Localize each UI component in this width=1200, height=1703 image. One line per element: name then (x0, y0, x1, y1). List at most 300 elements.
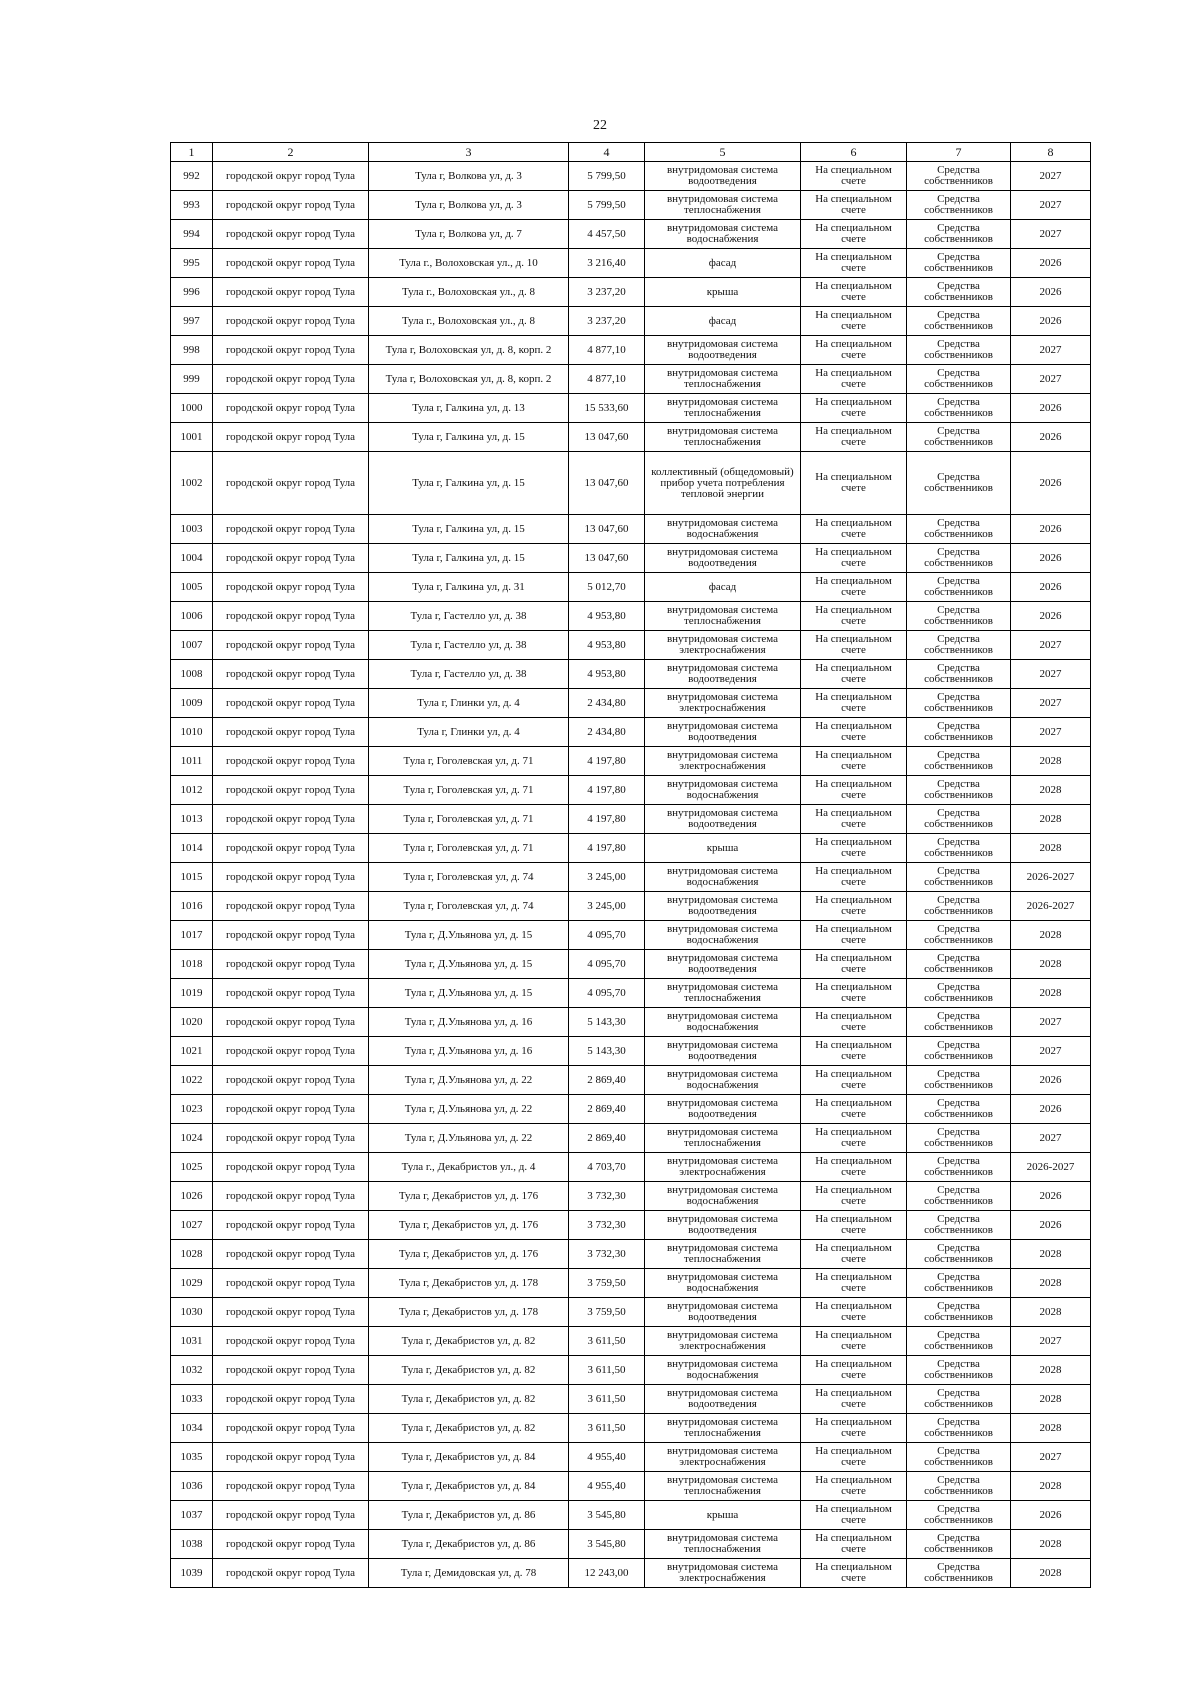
address-cell: Тула г, Декабристов ул, д. 84 (369, 1472, 569, 1501)
account-cell: На специальном счете (801, 689, 907, 718)
area-cell: 2 869,40 (569, 1124, 645, 1153)
account-cell: На специальном счете (801, 1356, 907, 1385)
municipality-cell: городской округ город Тула (213, 718, 369, 747)
address-cell: Тула г, Декабристов ул, д. 82 (369, 1414, 569, 1443)
funding-source-cell: Средства собственников (907, 1240, 1011, 1269)
municipality-cell: городской округ город Тула (213, 1385, 369, 1414)
work-type-cell: внутридомовая система водоотведения (645, 336, 801, 365)
column-header: 6 (801, 143, 907, 162)
row-number: 1001 (171, 423, 213, 452)
funding-source-cell: Средства собственников (907, 423, 1011, 452)
work-type-cell: внутридомовая система водоотведения (645, 162, 801, 191)
row-number: 1027 (171, 1211, 213, 1240)
work-type-cell: внутридомовая система теплоснабжения (645, 423, 801, 452)
year-cell: 2028 (1011, 776, 1091, 805)
account-cell: На специальном счете (801, 515, 907, 544)
funding-source-cell: Средства собственников (907, 1327, 1011, 1356)
table-row (171, 602, 1091, 631)
table-row (171, 776, 1091, 805)
year-cell: 2027 (1011, 718, 1091, 747)
municipality-cell: городской округ город Тула (213, 1182, 369, 1211)
work-type-cell: внутридомовая система теплоснабжения (645, 394, 801, 423)
address-cell: Тула г, Галкина ул, д. 13 (369, 394, 569, 423)
account-cell: На специальном счете (801, 1240, 907, 1269)
year-cell: 2028 (1011, 1298, 1091, 1327)
area-cell: 13 047,60 (569, 423, 645, 452)
area-cell: 2 869,40 (569, 1066, 645, 1095)
work-type-cell: внутридомовая система водоснабжения (645, 1182, 801, 1211)
year-cell: 2028 (1011, 747, 1091, 776)
municipality-cell: городской округ город Тула (213, 1269, 369, 1298)
account-cell: На специальном счете (801, 1327, 907, 1356)
work-type-cell: внутридомовая система теплоснабжения (645, 1472, 801, 1501)
work-type-cell: внутридомовая система теплоснабжения (645, 602, 801, 631)
year-cell: 2026 (1011, 602, 1091, 631)
work-type-cell: внутридомовая система электроснабжения (645, 631, 801, 660)
funding-source-cell: Средства собственников (907, 336, 1011, 365)
row-number: 997 (171, 307, 213, 336)
work-type-cell: внутридомовая система водоотведения (645, 892, 801, 921)
account-cell: На специальном счете (801, 921, 907, 950)
area-cell: 2 434,80 (569, 718, 645, 747)
municipality-cell: городской округ город Тула (213, 1559, 369, 1588)
work-type-cell: фасад (645, 573, 801, 602)
year-cell: 2026 (1011, 1095, 1091, 1124)
address-cell: Тула г, Гоголевская ул, д. 71 (369, 776, 569, 805)
municipality-cell: городской округ город Тула (213, 336, 369, 365)
work-type-cell: внутридомовая система водоснабжения (645, 863, 801, 892)
work-type-cell: внутридомовая система электроснабжения (645, 1327, 801, 1356)
area-cell: 4 877,10 (569, 365, 645, 394)
funding-source-cell: Средства собственников (907, 515, 1011, 544)
year-cell: 2027 (1011, 220, 1091, 249)
account-cell: На специальном счете (801, 747, 907, 776)
account-cell: На специальном счете (801, 220, 907, 249)
address-cell: Тула г., Волоховская ул., д. 8 (369, 307, 569, 336)
work-type-cell: внутридомовая система водоснабжения (645, 1356, 801, 1385)
row-number: 1022 (171, 1066, 213, 1095)
funding-source-cell: Средства собственников (907, 1211, 1011, 1240)
address-cell: Тула г, Галкина ул, д. 15 (369, 452, 569, 515)
area-cell: 4 955,40 (569, 1443, 645, 1472)
year-cell: 2027 (1011, 631, 1091, 660)
funding-source-cell: Средства собственников (907, 718, 1011, 747)
area-cell: 3 545,80 (569, 1501, 645, 1530)
work-type-cell: внутридомовая система водоотведения (645, 805, 801, 834)
municipality-cell: городской округ город Тула (213, 1472, 369, 1501)
municipality-cell: городской округ город Тула (213, 805, 369, 834)
area-cell: 4 197,80 (569, 747, 645, 776)
address-cell: Тула г, Волкова ул, д. 7 (369, 220, 569, 249)
year-cell: 2026 (1011, 1501, 1091, 1530)
area-cell: 4 095,70 (569, 979, 645, 1008)
row-number: 1030 (171, 1298, 213, 1327)
account-cell: На специальном счете (801, 950, 907, 979)
municipality-cell: городской округ город Тула (213, 892, 369, 921)
table-row (171, 1385, 1091, 1414)
area-cell: 3 759,50 (569, 1269, 645, 1298)
table-header (171, 143, 1091, 162)
area-cell: 13 047,60 (569, 452, 645, 515)
year-cell: 2026 (1011, 452, 1091, 515)
area-cell: 3 611,50 (569, 1414, 645, 1443)
address-cell: Тула г, Гастелло ул, д. 38 (369, 660, 569, 689)
table-row (171, 1240, 1091, 1269)
row-number: 1004 (171, 544, 213, 573)
funding-source-cell: Средства собственников (907, 1414, 1011, 1443)
table-row (171, 1037, 1091, 1066)
municipality-cell: городской округ город Тула (213, 602, 369, 631)
work-type-cell: внутридомовая система электроснабжения (645, 1153, 801, 1182)
address-cell: Тула г, Гоголевская ул, д. 71 (369, 805, 569, 834)
funding-source-cell: Средства собственников (907, 394, 1011, 423)
account-cell: На специальном счете (801, 1269, 907, 1298)
funding-source-cell: Средства собственников (907, 1530, 1011, 1559)
address-cell: Тула г., Волоховская ул., д. 10 (369, 249, 569, 278)
work-type-cell: внутридомовая система теплоснабжения (645, 1414, 801, 1443)
work-type-cell: крыша (645, 1501, 801, 1530)
table-row (171, 689, 1091, 718)
account-cell: На специальном счете (801, 1211, 907, 1240)
address-cell: Тула г, Д.Ульянова ул, д. 16 (369, 1037, 569, 1066)
row-number: 995 (171, 249, 213, 278)
account-cell: На специальном счете (801, 660, 907, 689)
area-cell: 3 732,30 (569, 1182, 645, 1211)
funding-source-cell: Средства собственников (907, 689, 1011, 718)
table-row (171, 220, 1091, 249)
area-cell: 4 197,80 (569, 834, 645, 863)
work-type-cell: внутридомовая система электроснабжения (645, 747, 801, 776)
funding-source-cell: Средства собственников (907, 365, 1011, 394)
funding-source-cell: Средства собственников (907, 776, 1011, 805)
row-number: 1010 (171, 718, 213, 747)
row-number: 1017 (171, 921, 213, 950)
municipality-cell: городской округ город Тула (213, 776, 369, 805)
row-number: 1032 (171, 1356, 213, 1385)
year-cell: 2026-2027 (1011, 892, 1091, 921)
area-cell: 4 457,50 (569, 220, 645, 249)
address-cell: Тула г, Галкина ул, д. 15 (369, 544, 569, 573)
work-type-cell: внутридомовая система водоотведения (645, 1298, 801, 1327)
area-cell: 3 216,40 (569, 249, 645, 278)
column-header: 2 (213, 143, 369, 162)
row-number: 1009 (171, 689, 213, 718)
account-cell: На специальном счете (801, 892, 907, 921)
area-cell: 4 703,70 (569, 1153, 645, 1182)
area-cell: 13 047,60 (569, 515, 645, 544)
work-type-cell: внутридомовая система теплоснабжения (645, 365, 801, 394)
row-number: 1005 (171, 573, 213, 602)
area-cell: 3 545,80 (569, 1530, 645, 1559)
address-cell: Тула г, Декабристов ул, д. 82 (369, 1356, 569, 1385)
address-cell: Тула г, Декабристов ул, д. 176 (369, 1182, 569, 1211)
row-number: 1026 (171, 1182, 213, 1211)
municipality-cell: городской округ город Тула (213, 278, 369, 307)
work-type-cell: внутридомовая система водоотведения (645, 950, 801, 979)
row-number: 994 (171, 220, 213, 249)
address-cell: Тула г, Галкина ул, д. 31 (369, 573, 569, 602)
year-cell: 2028 (1011, 805, 1091, 834)
row-number: 1014 (171, 834, 213, 863)
table-row (171, 1298, 1091, 1327)
year-cell: 2027 (1011, 1124, 1091, 1153)
table-row (171, 921, 1091, 950)
funding-source-cell: Средства собственников (907, 573, 1011, 602)
account-cell: На специальном счете (801, 979, 907, 1008)
address-cell: Тула г, Д.Ульянова ул, д. 22 (369, 1095, 569, 1124)
funding-source-cell: Средства собственников (907, 1559, 1011, 1588)
municipality-cell: городской округ город Тула (213, 394, 369, 423)
account-cell: На специальном счете (801, 278, 907, 307)
work-type-cell: внутридомовая система водоотведения (645, 1211, 801, 1240)
row-number: 1012 (171, 776, 213, 805)
funding-source-cell: Средства собственников (907, 1095, 1011, 1124)
year-cell: 2026 (1011, 249, 1091, 278)
address-cell: Тула г, Декабристов ул, д. 84 (369, 1443, 569, 1472)
year-cell: 2028 (1011, 1385, 1091, 1414)
header-row (171, 143, 1091, 162)
account-cell: На специальном счете (801, 1559, 907, 1588)
table-row (171, 278, 1091, 307)
row-number: 1035 (171, 1443, 213, 1472)
column-header: 3 (369, 143, 569, 162)
funding-source-cell: Средства собственников (907, 950, 1011, 979)
address-cell: Тула г, Демидовская ул, д. 78 (369, 1559, 569, 1588)
funding-source-cell: Средства собственников (907, 1269, 1011, 1298)
account-cell: На специальном счете (801, 573, 907, 602)
year-cell: 2027 (1011, 1327, 1091, 1356)
table-row (171, 1472, 1091, 1501)
address-cell: Тула г, Декабристов ул, д. 178 (369, 1298, 569, 1327)
municipality-cell: городской округ город Тула (213, 1240, 369, 1269)
area-cell: 4 877,10 (569, 336, 645, 365)
funding-source-cell: Средства собственников (907, 220, 1011, 249)
account-cell: На специальном счете (801, 365, 907, 394)
work-type-cell: внутридомовая система водоотведения (645, 718, 801, 747)
year-cell: 2028 (1011, 950, 1091, 979)
row-number: 999 (171, 365, 213, 394)
address-cell: Тула г, Волоховская ул, д. 8, корп. 2 (369, 336, 569, 365)
municipality-cell: городской округ город Тула (213, 1443, 369, 1472)
year-cell: 2026-2027 (1011, 1153, 1091, 1182)
account-cell: На специальном счете (801, 863, 907, 892)
work-type-cell: внутридомовая система теплоснабжения (645, 1124, 801, 1153)
municipality-cell: городской округ город Тула (213, 1037, 369, 1066)
area-cell: 3 245,00 (569, 863, 645, 892)
area-cell: 5 143,30 (569, 1037, 645, 1066)
account-cell: На специальном счете (801, 1182, 907, 1211)
area-cell: 3 237,20 (569, 278, 645, 307)
funding-source-cell: Средства собственников (907, 1008, 1011, 1037)
work-type-cell: внутридомовая система водоснабжения (645, 921, 801, 950)
address-cell: Тула г, Декабристов ул, д. 82 (369, 1385, 569, 1414)
address-cell: Тула г, Гастелло ул, д. 38 (369, 631, 569, 660)
column-header: 8 (1011, 143, 1091, 162)
municipality-cell: городской округ город Тула (213, 1530, 369, 1559)
row-number: 1013 (171, 805, 213, 834)
address-cell: Тула г, Волкова ул, д. 3 (369, 162, 569, 191)
row-number: 1008 (171, 660, 213, 689)
table-row (171, 1443, 1091, 1472)
account-cell: На специальном счете (801, 602, 907, 631)
municipality-cell: городской округ город Тула (213, 950, 369, 979)
funding-source-cell: Средства собственников (907, 892, 1011, 921)
year-cell: 2026 (1011, 1182, 1091, 1211)
row-number: 1037 (171, 1501, 213, 1530)
row-number: 1025 (171, 1153, 213, 1182)
account-cell: На специальном счете (801, 1095, 907, 1124)
year-cell: 2027 (1011, 336, 1091, 365)
area-cell: 4 095,70 (569, 921, 645, 950)
work-type-cell: внутридомовая система водоснабжения (645, 220, 801, 249)
funding-source-cell: Средства собственников (907, 1182, 1011, 1211)
table-row (171, 1327, 1091, 1356)
work-type-cell: фасад (645, 307, 801, 336)
funding-source-cell: Средства собственников (907, 602, 1011, 631)
address-cell: Тула г, Глинки ул, д. 4 (369, 718, 569, 747)
account-cell: На специальном счете (801, 423, 907, 452)
funding-source-cell: Средства собственников (907, 1443, 1011, 1472)
table-row (171, 515, 1091, 544)
municipality-cell: городской округ город Тула (213, 1211, 369, 1240)
municipality-cell: городской округ город Тула (213, 1124, 369, 1153)
table-row (171, 805, 1091, 834)
municipality-cell: городской округ город Тула (213, 162, 369, 191)
address-cell: Тула г, Декабристов ул, д. 86 (369, 1530, 569, 1559)
table-row (171, 834, 1091, 863)
funding-source-cell: Средства собственников (907, 1153, 1011, 1182)
municipality-cell: городской округ город Тула (213, 515, 369, 544)
funding-source-cell: Средства собственников (907, 1472, 1011, 1501)
area-cell: 4 955,40 (569, 1472, 645, 1501)
row-number: 1011 (171, 747, 213, 776)
municipality-cell: городской округ город Тула (213, 573, 369, 602)
account-cell: На специальном счете (801, 1414, 907, 1443)
row-number: 1000 (171, 394, 213, 423)
area-cell: 13 047,60 (569, 544, 645, 573)
area-cell: 2 869,40 (569, 1095, 645, 1124)
table-row (171, 544, 1091, 573)
table-row (171, 1530, 1091, 1559)
row-number: 1003 (171, 515, 213, 544)
year-cell: 2028 (1011, 1472, 1091, 1501)
account-cell: На специальном счете (801, 776, 907, 805)
area-cell: 12 243,00 (569, 1559, 645, 1588)
year-cell: 2026 (1011, 307, 1091, 336)
year-cell: 2027 (1011, 365, 1091, 394)
account-cell: На специальном счете (801, 307, 907, 336)
municipality-cell: городской округ город Тула (213, 1327, 369, 1356)
year-cell: 2028 (1011, 1414, 1091, 1443)
area-cell: 4 953,80 (569, 660, 645, 689)
address-cell: Тула г, Д.Ульянова ул, д. 15 (369, 979, 569, 1008)
address-cell: Тула г, Гастелло ул, д. 38 (369, 602, 569, 631)
funding-source-cell: Средства собственников (907, 979, 1011, 1008)
row-number: 1038 (171, 1530, 213, 1559)
funding-source-cell: Средства собственников (907, 660, 1011, 689)
work-type-cell: внутридомовая система электроснабжения (645, 689, 801, 718)
municipality-cell: городской округ город Тула (213, 834, 369, 863)
account-cell: На специальном счете (801, 1008, 907, 1037)
table-row (171, 718, 1091, 747)
work-type-cell: внутридомовая система водоотведения (645, 1037, 801, 1066)
municipality-cell: городской округ город Тула (213, 1153, 369, 1182)
municipality-cell: городской округ город Тула (213, 544, 369, 573)
year-cell: 2027 (1011, 162, 1091, 191)
account-cell: На специальном счете (801, 249, 907, 278)
area-cell: 2 434,80 (569, 689, 645, 718)
year-cell: 2028 (1011, 834, 1091, 863)
area-cell: 3 611,50 (569, 1385, 645, 1414)
row-number: 1034 (171, 1414, 213, 1443)
table-row (171, 162, 1091, 191)
work-type-cell: внутридомовая система водоотведения (645, 544, 801, 573)
year-cell: 2026 (1011, 394, 1091, 423)
area-cell: 3 732,30 (569, 1240, 645, 1269)
area-cell: 4 197,80 (569, 776, 645, 805)
table-row (171, 249, 1091, 278)
funding-source-cell: Средства собственников (907, 1356, 1011, 1385)
work-type-cell: внутридомовая система водоснабжения (645, 1269, 801, 1298)
municipality-cell: городской округ город Тула (213, 863, 369, 892)
funding-source-cell: Средства собственников (907, 162, 1011, 191)
area-cell: 5 012,70 (569, 573, 645, 602)
address-cell: Тула г, Глинки ул, д. 4 (369, 689, 569, 718)
year-cell: 2027 (1011, 689, 1091, 718)
year-cell: 2027 (1011, 1443, 1091, 1472)
table-row (171, 1008, 1091, 1037)
row-number: 1023 (171, 1095, 213, 1124)
row-number: 1024 (171, 1124, 213, 1153)
funding-source-cell: Средства собственников (907, 631, 1011, 660)
address-cell: Тула г, Декабристов ул, д. 176 (369, 1211, 569, 1240)
account-cell: На специальном счете (801, 191, 907, 220)
work-type-cell: коллективный (общедомовый) прибор учета потребления тепловой энергии (645, 452, 801, 515)
table-row (171, 1501, 1091, 1530)
address-cell: Тула г, Волоховская ул, д. 8, корп. 2 (369, 365, 569, 394)
address-cell: Тула г, Д.Ульянова ул, д. 15 (369, 921, 569, 950)
municipality-cell: городской округ город Тула (213, 1008, 369, 1037)
municipality-cell: городской округ город Тула (213, 631, 369, 660)
table-row (171, 1559, 1091, 1588)
table-row (171, 452, 1091, 515)
address-cell: Тула г, Д.Ульянова ул, д. 22 (369, 1066, 569, 1095)
year-cell: 2028 (1011, 979, 1091, 1008)
row-number: 1028 (171, 1240, 213, 1269)
registry-table (170, 142, 1091, 1588)
table-row (171, 365, 1091, 394)
account-cell: На специальном счете (801, 1153, 907, 1182)
row-number: 1016 (171, 892, 213, 921)
row-number: 992 (171, 162, 213, 191)
row-number: 1007 (171, 631, 213, 660)
municipality-cell: городской округ город Тула (213, 979, 369, 1008)
year-cell: 2026 (1011, 423, 1091, 452)
work-type-cell: внутридомовая система водоснабжения (645, 1066, 801, 1095)
table-row (171, 307, 1091, 336)
address-cell: Тула г, Декабристов ул, д. 86 (369, 1501, 569, 1530)
address-cell: Тула г, Волкова ул, д. 3 (369, 191, 569, 220)
table-row (171, 892, 1091, 921)
municipality-cell: городской округ город Тула (213, 921, 369, 950)
row-number: 1019 (171, 979, 213, 1008)
table-row (171, 979, 1091, 1008)
area-cell: 3 759,50 (569, 1298, 645, 1327)
area-cell: 4 197,80 (569, 805, 645, 834)
address-cell: Тула г, Гоголевская ул, д. 71 (369, 747, 569, 776)
table-row (171, 573, 1091, 602)
funding-source-cell: Средства собственников (907, 921, 1011, 950)
